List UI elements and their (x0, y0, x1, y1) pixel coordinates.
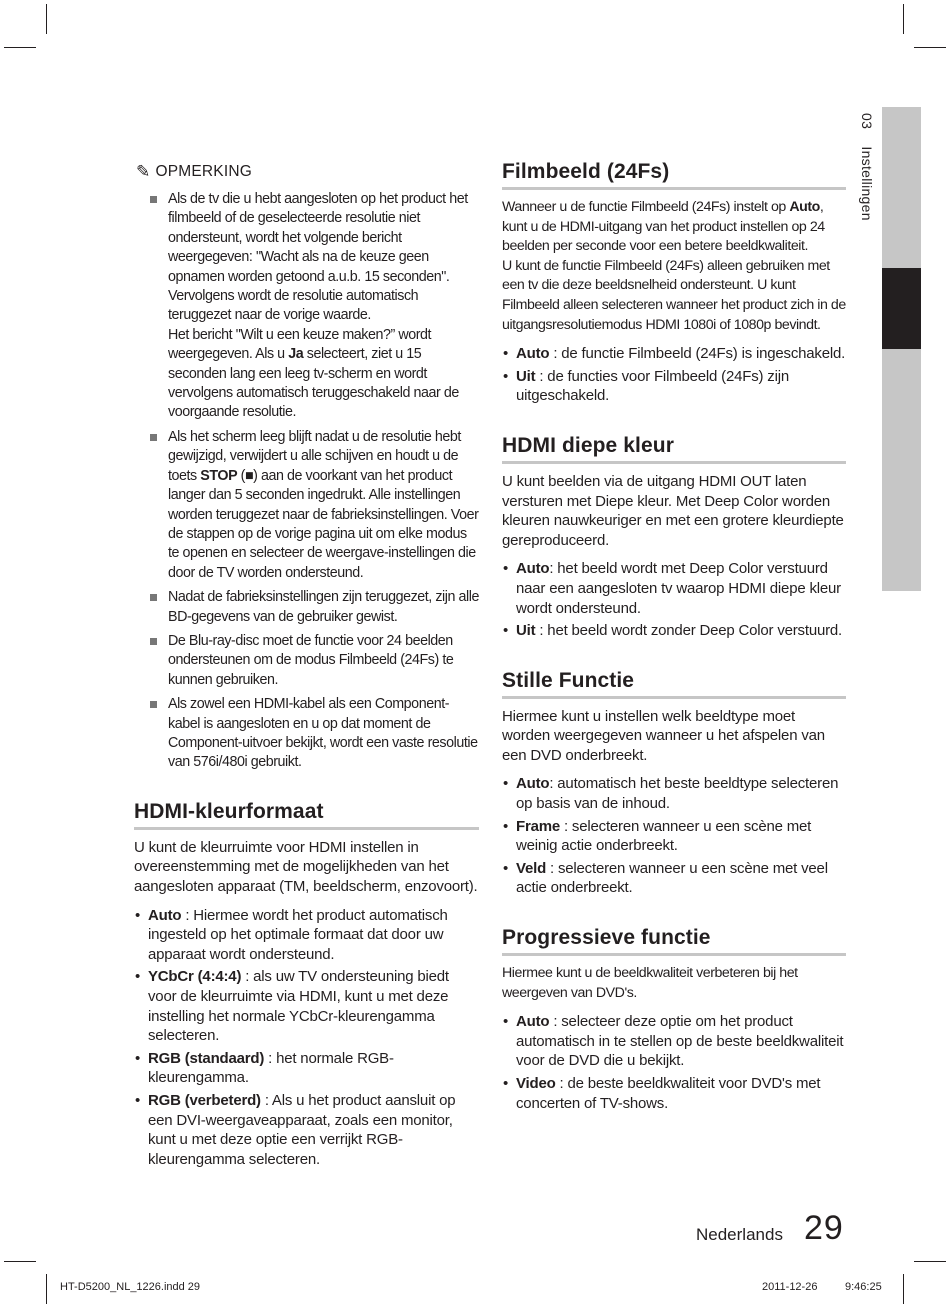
option-item (502, 817, 846, 856)
text-run: , kunt u de HDMI-uitgang van het product instellen op 24 beelden per seconde voor een betere beeldkwaliteit. (502, 199, 825, 255)
option-item (502, 774, 846, 813)
chapter-number: 03 (859, 113, 875, 130)
option-description: : het normale RGB-kleurengamma. (148, 1049, 394, 1087)
option-term: Auto (148, 906, 182, 924)
footer-language: Nederlands (696, 1225, 783, 1244)
bold-term: STOP (200, 467, 238, 484)
text-run: Als het scherm leeg blijft nadat u de resolutie hebt gewijzigd, verwijdert u alle schijven en houdt u de toets (168, 428, 461, 484)
option-description: : Als u het product aansluit op een DVI-weergaveapparaat, zoals een monitor, kunt u met deze optie een verrijkt RGB-kleurengamma selecteren. (148, 1091, 456, 1168)
chapter-tab-marker (882, 268, 921, 349)
option-term: Auto (516, 775, 550, 793)
section-title-stille-functie: Stille Functie (502, 669, 846, 699)
text-run: De Blu-ray-disc moet de functie voor 24 beelden ondersteunen om de modus Filmbeeld (24Fs) te kunnen gebruiken. (168, 632, 454, 688)
crop-mark (903, 4, 904, 34)
note-list (134, 190, 479, 773)
option-item (502, 367, 846, 406)
section-body: Hiermee kunt u instellen welk beeldtype moet worden weergegeven wanneer u het afspelen van een DVD onderbreekt. (502, 707, 825, 764)
note-item (134, 190, 479, 423)
option-description: : als uw TV ondersteuning biedt voor de kleurruimte via HDMI, kunt u met deze instelling het normale YCbCr-kleurengamma selecteren. (148, 968, 449, 1045)
text-run: Wanneer u de functie Filmbeeld (24Fs) instelt op (502, 199, 790, 215)
text-run: Als zowel een HDMI-kabel als een Component-kabel is aangesloten en u op dat moment de Component-uitvoer bekijkt, wordt een vaste resolutie van 576i/480i gebruikt. (168, 696, 478, 771)
option-description: : de functies voor Filmbeeld (24Fs) zijn uitgeschakeld. (516, 367, 789, 405)
option-term: Auto (516, 1013, 550, 1031)
crop-mark (914, 1261, 946, 1262)
section-title-hdmi-kleurformaat: HDMI-kleurformaat (134, 800, 479, 830)
left-column (134, 160, 479, 1172)
option-item (502, 859, 846, 898)
option-term: Uit (516, 622, 536, 640)
slug-filename: HT-D5200_NL_1226.indd 29 (60, 1281, 201, 1293)
option-item (502, 1074, 846, 1113)
option-term: Veld (516, 859, 547, 877)
note-item (134, 632, 479, 690)
option-item (134, 1091, 479, 1169)
text-run: Het bericht "Wilt u een keuze maken?” wordt weergegeven. Als u (168, 326, 432, 363)
option-list (502, 559, 846, 640)
option-description: : Hiermee wordt het product automatisch ingesteld op het optimale formaat dat door uw apparaat wordt ondersteund. (148, 906, 448, 963)
option-item (134, 906, 479, 965)
option-item (502, 621, 846, 641)
note-item (134, 588, 479, 627)
section-body: U kunt beelden via de uitgang HDMI OUT laten versturen met Diepe kleur. Met Deep Color worden kleuren nauwkeuriger en met een grotere kleurdiepte gereproduceerd. (502, 472, 844, 549)
option-description: : selecteren wanneer u een scène met weinig actie onderbreekt. (516, 817, 812, 855)
pencil-icon: ✎ (136, 162, 151, 181)
crop-mark (4, 47, 36, 48)
note-item (134, 695, 479, 773)
slug-time: 9:46:25 (845, 1281, 882, 1293)
text-run: Als de tv die u hebt aangesloten op het product het filmbeeld of de geselecteerde resolutie niet ondersteunt, wordt het volgende bericht weergegeven: "Wacht als na de keuze geen opnamen worden getoond a.u.b. 15 seconden". Vervolgens wordt de resolutie automatisch teruggezet naar de vorige waarde. (168, 191, 468, 324)
chapter-tab (859, 113, 875, 221)
option-description: : het beeld wordt met Deep Color verstuurd naar een aangesloten tv waarop HDMI diepe kleur wordt ondersteund. (516, 560, 841, 617)
option-item (134, 1049, 479, 1088)
section-title-progressieve-functie: Progressieve functie (502, 926, 846, 956)
note-item (134, 428, 479, 583)
note-title: OPMERKING (155, 163, 252, 180)
option-description: : de beste beeldkwaliteit voor DVD's met concerten of TV-shows. (516, 1075, 821, 1112)
option-term: Auto (516, 560, 550, 578)
option-term: Video (516, 1075, 556, 1092)
bold-term: Ja (288, 346, 304, 363)
option-term: Uit (516, 367, 536, 385)
text-run: Nadat de fabrieksinstellingen zijn teruggezet, zijn alle BD-gegevens van de gebruiker gewist. (168, 589, 479, 625)
section-title-filmbeeld: Filmbeeld (24Fs) (502, 160, 846, 190)
crop-mark (903, 1274, 904, 1304)
crop-mark (46, 4, 47, 34)
option-item (134, 967, 479, 1045)
option-term: RGB (standaard) (148, 1049, 265, 1067)
option-item (502, 344, 846, 364)
page-number: 29 (804, 1209, 844, 1247)
chapter-label: Instellingen (859, 146, 875, 221)
option-description: : de functie Filmbeeld (24Fs) is ingeschakeld. (549, 345, 846, 363)
section-title-hdmi-diepe-kleur: HDMI diepe kleur (502, 434, 846, 464)
option-description: : selecteren wanneer u een scène met veel actie onderbreekt. (516, 859, 828, 897)
option-list (502, 774, 846, 898)
crop-mark (46, 1274, 47, 1304)
section-body (502, 198, 846, 335)
crop-mark (4, 1261, 36, 1262)
option-list (502, 1012, 846, 1113)
section-body: Hiermee kunt u de beeldkwaliteit verbeteren bij het weergeven van DVD's. (502, 965, 798, 1001)
text-run: (■) aan de voorkant van het product langer dan 5 seconden ingedrukt. Alle instellingen worden teruggezet naar de fabrieksinstellingen. Voer de stappen op de vorige pagina uit om elke modus te openen en selecteer de weergave-instellingen die door de TV worden ondersteund. (168, 467, 479, 581)
crop-mark (914, 47, 946, 48)
section-body: U kunt de kleurruimte voor HDMI instellen in overeenstemming met de mogelijkheden van het aangesloten apparaat (TM, beeldscherm, enzovoort). (134, 838, 478, 895)
option-term: RGB (verbeterd) (148, 1091, 261, 1109)
text-run: U kunt de functie Filmbeeld (24Fs) alleen gebruiken met een tv die deze beeldsnelheid ondersteunt. U kunt Filmbeeld alleen selecteren wanneer het product zich in de uitgangsresolutiemodus HDMI 1080i of 1080p bevindt. (502, 257, 846, 333)
option-description: : automatisch het beste beeldtype selecteren op basis van de inhoud. (516, 775, 839, 813)
note-heading (136, 162, 479, 182)
option-item (502, 1012, 846, 1071)
slug-date: 2011-12-26 (762, 1281, 818, 1293)
option-term: YCbCr (4:4:4) (148, 968, 242, 986)
option-term: Frame (516, 817, 561, 835)
option-list (134, 906, 479, 1170)
option-item (502, 559, 846, 618)
bold-term: Auto (789, 199, 820, 215)
option-description: : selecteer deze optie om het product automatisch in te stellen op de beste beeldkwaliteit voor de DVD die u bekijkt. (516, 1013, 844, 1070)
text-run: selecteert, ziet u 15 seconden lang een leeg tv-scherm en wordt vervolgens automatisch teruggeschakeld naar de voorgaande resolutie. (168, 346, 459, 421)
right-column (502, 160, 846, 1116)
option-description: : het beeld wordt zonder Deep Color verstuurd. (535, 622, 843, 640)
option-list (502, 344, 846, 406)
option-term: Auto (516, 345, 550, 363)
